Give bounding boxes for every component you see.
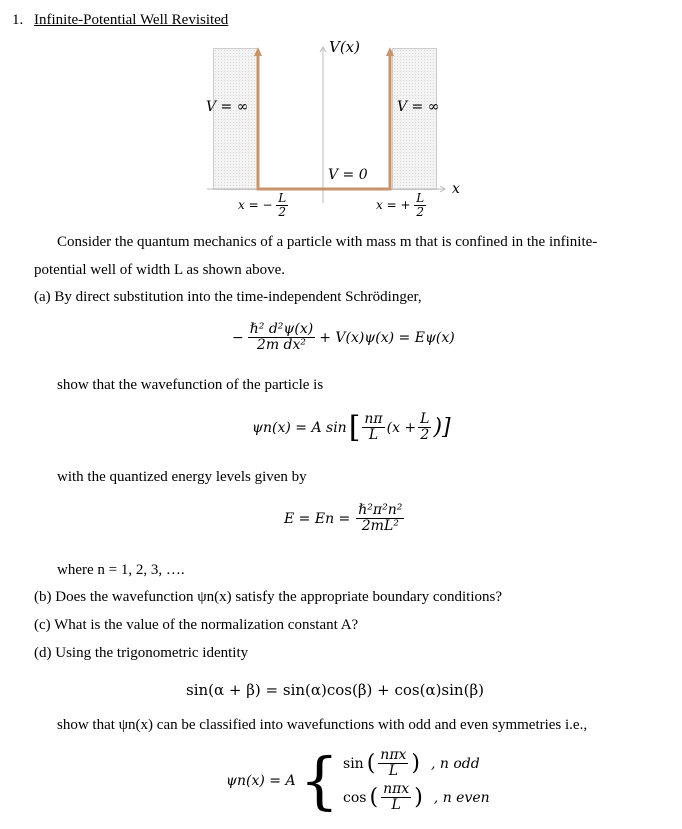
intro-line-1: Consider the quantum mechanics of a particle with mass m that is confined in the infinite- xyxy=(57,234,598,250)
case-even: cos ( $\frac{\text{nπx}}{L}$ ) , n even xyxy=(343,780,490,814)
wavefunction-den: L xyxy=(368,427,379,443)
case-odd: sin ( $\frac{\text{nπx}}{L}$ ) , n odd xyxy=(343,747,480,780)
problem-number: 1. xyxy=(12,12,24,28)
right-edge-num: L xyxy=(416,191,425,205)
schrodinger-num: ℏ² d²ψ(x) xyxy=(249,321,314,337)
well-axes xyxy=(0,0,682,230)
part-d: (d) Using the trigonometric identity xyxy=(34,645,249,661)
energy-equation xyxy=(284,503,404,535)
wavefunction-lhs: ψn(x) = A sin xyxy=(252,419,347,436)
wavefunction-num: nπ xyxy=(364,410,383,427)
schrodinger-den: 2m dx² xyxy=(256,337,307,354)
left-region-label: V = ∞ xyxy=(206,99,249,115)
wavefunction-inner: (x + xyxy=(386,419,417,436)
left-edge-den: 2 xyxy=(278,205,287,220)
show-wavefunction-text: show that the wavefunction of the particle is xyxy=(57,377,324,393)
v-axis-label: V(x) xyxy=(329,38,360,56)
part-b: (b) Does the wavefunction ψn(x) satisfy the appropriate boundary conditions? xyxy=(34,589,503,605)
left-edge-label xyxy=(238,192,288,219)
wavefunction-inner-num: L xyxy=(420,410,430,427)
case-odd-den: L xyxy=(388,763,398,780)
piecewise-equation xyxy=(226,743,490,817)
case-odd-num: nπx xyxy=(380,747,407,763)
case-even-fn: cos xyxy=(343,789,367,806)
case-even-den: L xyxy=(391,797,401,814)
left-wall-arrow xyxy=(254,47,262,56)
left-brace: { xyxy=(299,743,340,817)
where-n: where n = 1, 2, 3, …. xyxy=(57,562,185,578)
energy-lhs: E = En = xyxy=(284,510,351,527)
right-edge-prefix: x = + xyxy=(376,198,411,213)
right-wall-arrow xyxy=(386,47,394,56)
case-odd-fn: sin xyxy=(343,755,364,772)
energy-num: ℏ²π²n² xyxy=(358,502,403,518)
case-even-cond: , n even xyxy=(433,789,490,806)
trig-identity: sin(α + β) = sin(α)cos(β) + cos(α)sin(β) xyxy=(186,681,484,699)
left-edge-prefix: x = − xyxy=(238,198,273,213)
schrodinger-rest: + V(x)ψ(x) = Eψ(x) xyxy=(319,329,455,346)
piecewise-lhs: ψn(x) = A xyxy=(226,772,296,789)
intro-line-2: potential well of width L as shown above. xyxy=(34,262,286,278)
x-axis-label: x xyxy=(452,181,460,197)
show-symmetry-text: show that ψn(x) can be classified into wavefunctions with odd and even symmetries i.e., xyxy=(57,717,588,733)
wavefunction-equation: ψn(x) = A sin [ $\frac{n\pi}{L}$ (x + $\frac{L}{2}$ )] xyxy=(252,410,451,445)
part-a: (a) By direct substitution into the time-independent Schrödinger, xyxy=(34,289,422,305)
wavefunction-close: )] xyxy=(433,415,451,440)
part-c: (c) What is the value of the normalization constant A? xyxy=(34,617,359,633)
minus-sign: − xyxy=(232,329,244,346)
left-edge-num: L xyxy=(278,191,287,205)
energy-den: 2mL² xyxy=(361,518,399,535)
well-region-label: V = 0 xyxy=(328,167,368,183)
right-region-label: V = ∞ xyxy=(397,99,440,115)
right-edge-den: 2 xyxy=(416,205,425,220)
case-even-num: nπx xyxy=(383,780,410,797)
wavefunction-inner-den: 2 xyxy=(420,427,430,443)
case-odd-cond: , n odd xyxy=(431,755,480,772)
problem-title: Infinite-Potential Well Revisited xyxy=(34,12,229,28)
schrodinger-equation xyxy=(232,322,455,354)
well-walls xyxy=(258,54,390,189)
right-edge-label xyxy=(376,192,426,219)
quantized-text: with the quantized energy levels given by xyxy=(57,469,307,485)
